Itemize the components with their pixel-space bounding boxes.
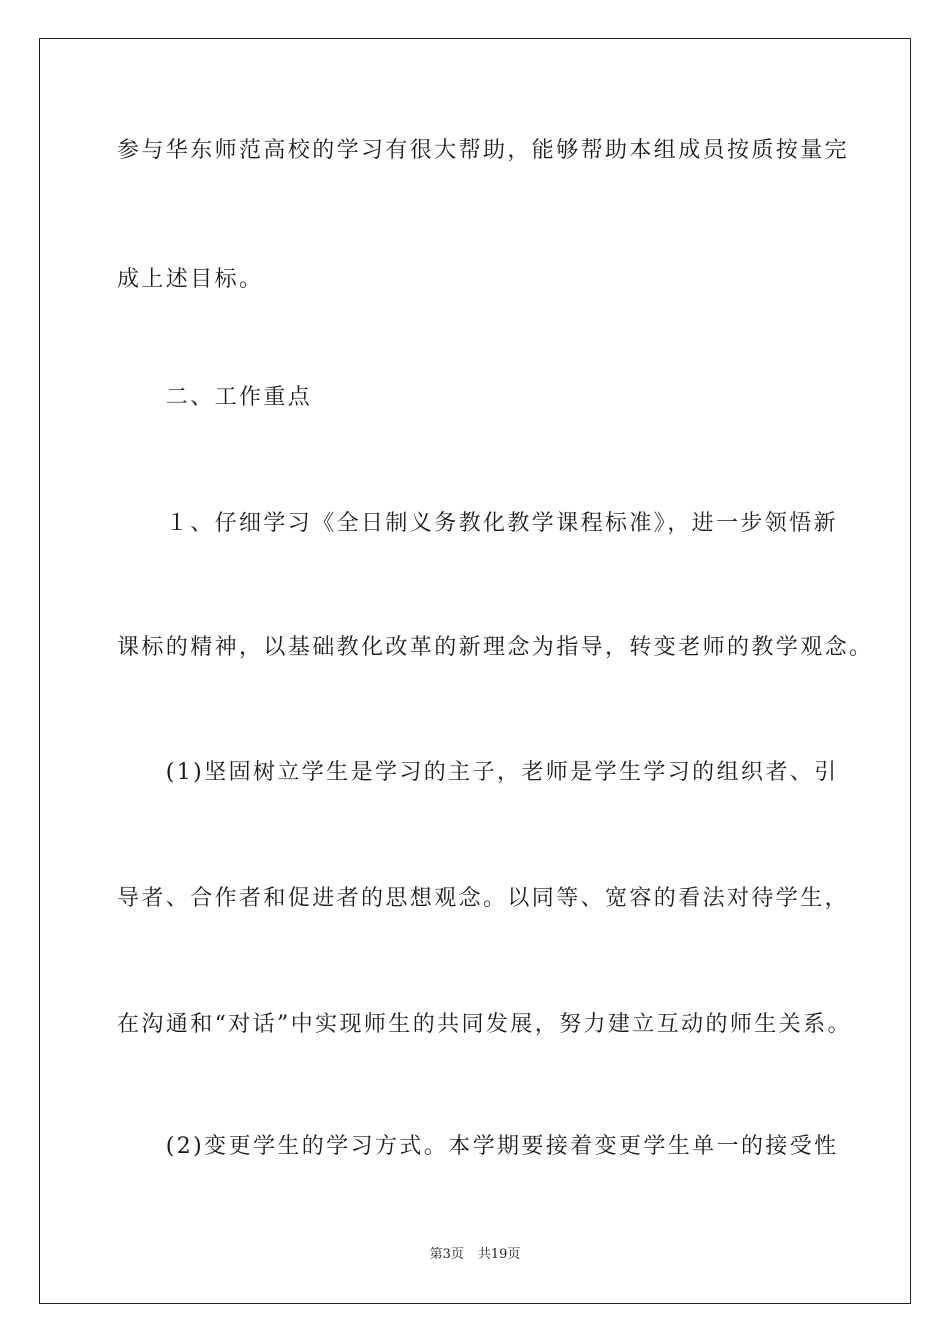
text-line: (1)坚固树立学生是学习的主子，老师是学生学习的组织者、引	[117, 760, 839, 785]
page-footer	[0, 1246, 950, 1264]
text-line: (2)变更学生的学习方式。本学期要接着变更学生单一的接受性	[117, 1134, 839, 1159]
text-line: 在沟通和“对话”中实现师生的共同发展，努力建立互动的师生关系。	[117, 1012, 852, 1037]
page-total: 共19页	[477, 1247, 521, 1262]
text-line: 导者、合作者和促进者的思想观念。以同等、宽容的看法对待学生，	[117, 886, 850, 911]
text-line: １、仔细学习《全日制义务教化教学课程标准》，进一步领悟新	[117, 511, 839, 536]
text-line: 参与华东师范高校的学习有很大帮助，能够帮助本组成员按质按量完	[117, 138, 850, 163]
text-line: 课标的精神，以基础教化改革的新理念为指导，转变老师的教学观念。	[117, 635, 874, 660]
section-heading: 二、工作重点	[117, 385, 313, 410]
page-border	[39, 38, 911, 1304]
text-line: 成上述目标。	[117, 267, 264, 292]
page-number: 第3页	[429, 1247, 464, 1262]
